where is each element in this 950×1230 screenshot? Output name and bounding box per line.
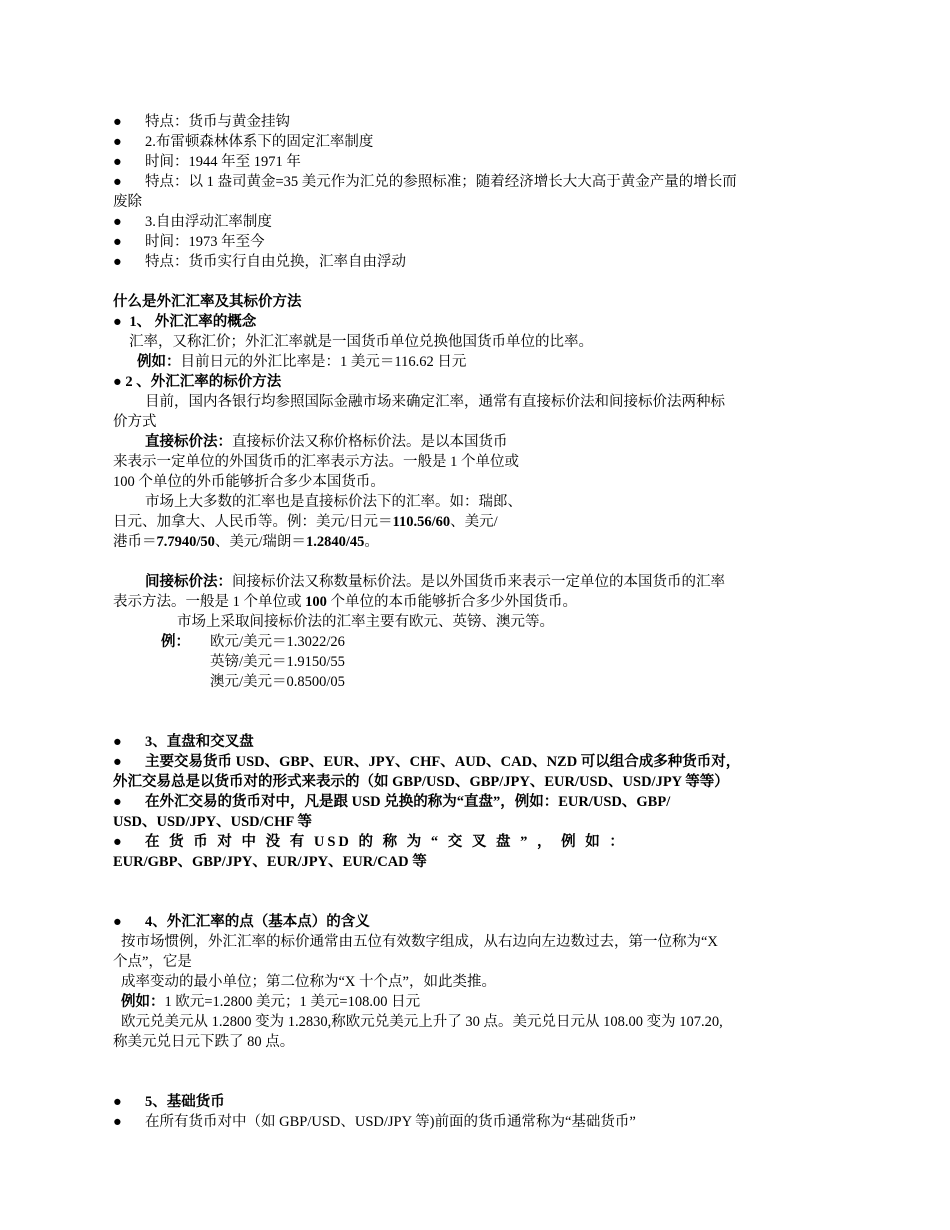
bullet-icon: ● — [113, 834, 122, 850]
list-item: ● 时间：1944 年至 1971 年 — [113, 154, 301, 170]
example-line: 例如：目前日元的外汇比率是：1 美元＝116.62 日元 — [137, 354, 467, 370]
section-heading: ● 3、直盘和交叉盘 — [113, 734, 254, 750]
paragraph: 目前，国内各银行均参照国际金融市场来确定汇率，通常有直接标价法和间接标价法两种标 — [145, 394, 725, 410]
paragraph: 港币＝7.7940/50、美元/瑞朗＝1.2840/45。 — [113, 534, 379, 550]
paragraph: 价方式 — [113, 414, 157, 430]
example-label: 例： — [161, 634, 190, 650]
paragraph: 成率变动的最小单位；第二位称为“X 十个点”，如此类推。 — [121, 974, 496, 990]
list-item-continuation: 废除 — [113, 194, 142, 210]
paragraph: 个点”，它是 — [113, 954, 192, 970]
bullet-icon: ● — [113, 314, 122, 330]
paragraph: 称美元兑日元下跌了 80 点。 — [113, 1034, 295, 1050]
list-item: ● 在 货 币 对 中 没 有 USD 的 称 为 “ 交 叉 盘 ” ， 例 如 ： — [113, 834, 627, 850]
bullet-icon: ● — [113, 154, 122, 170]
document-page — [113, 112, 813, 1132]
list-item: ● 特点：货币与黄金挂钩 — [113, 114, 290, 130]
direct-label: 直接标价法： — [145, 434, 232, 450]
paragraph: 市场上采取间接标价法的汇率主要有欧元、英镑、澳元等。 — [177, 614, 554, 630]
bullet-icon: ● — [113, 134, 122, 150]
paragraph: 100 个单位的外币能够折合多少本国货币。 — [113, 474, 385, 490]
list-item-continuation: USD、USD/JPY、USD/CHF 等 — [113, 814, 312, 830]
bullet-icon: ● — [113, 794, 122, 810]
paragraph: 来表示一定单位的外国货币的汇率表示方法。一般是 1 个单位或 — [113, 454, 519, 470]
example-line: 例如：1 欧元=1.2800 美元；1 美元=108.00 日元 — [121, 994, 421, 1010]
bullet-icon: ● — [113, 754, 122, 770]
list-item: ● 特点：货币实行自由兑换，汇率自由浮动 — [113, 254, 406, 270]
bullet-icon: ● — [113, 374, 122, 390]
bullet-icon: ● — [113, 254, 122, 270]
list-item: ● 时间：1973 年至今 — [113, 234, 265, 250]
list-item: ● 主要交易货币 USD、GBP、EUR、JPY、CHF、AUD、CAD、NZD 可以组合成多种货币对， — [113, 754, 741, 770]
section-heading: ● 4、外汇汇率的点（基本点）的含义 — [113, 914, 370, 930]
bullet-icon: ● — [113, 234, 122, 250]
bullet-icon: ● — [113, 114, 122, 130]
list-item-continuation: EUR/GBP、GBP/JPY、EUR/JPY、EUR/CAD 等 — [113, 854, 427, 870]
example-row: 英镑/美元＝1.9150/55 — [210, 654, 345, 670]
bullet-icon: ● — [113, 914, 122, 930]
list-item: ● 特点：以 1 盎司黄金=35 美元作为汇兑的参照标准；随着经济增长大大高于黄金产量的增长而 — [113, 174, 737, 190]
list-item: ● 2.布雷顿森林体系下的固定汇率制度 — [113, 134, 374, 150]
list-item: ● 在外汇交易的货币对中，凡是跟 USD 兑换的称为“直盘”，例如：EUR/USD、GBP/ — [113, 794, 671, 810]
paragraph: 市场上大多数的汇率也是直接标价法下的汇率。如：瑞郎、 — [145, 494, 522, 510]
indirect-quote-line: 间接标价法：间接标价法又称数量标价法。是以外国货币来表示一定单位的本国货币的汇率 — [145, 574, 725, 590]
subheading: ● 2 、外汇汇率的标价方法 — [113, 374, 282, 390]
example-row: 澳元/美元＝0.8500/05 — [210, 674, 345, 690]
direct-quote-line: 直接标价法：直接标价法又称价格标价法。是以本国货币 — [145, 434, 508, 450]
paragraph: 欧元兑美元从 1.2800 变为 1.2830,称欧元兑美元上升了 30 点。美元兑日元从 108.00 变为 107.20, — [121, 1014, 723, 1030]
list-item-continuation: 外汇交易总是以货币对的形式来表示的（如 GBP/USD、GBP/JPY、EUR/USD、USD/JPY 等等） — [113, 774, 729, 790]
example-label: 例如： — [121, 994, 165, 1010]
example-row: 例： 欧元/美元＝1.3022/26 — [161, 634, 345, 650]
section-heading: ● 5、基础货币 — [113, 1094, 225, 1110]
bullet-icon: ● — [113, 734, 122, 750]
bullet-icon: ● — [113, 1114, 122, 1130]
example-label: 例如： — [137, 354, 181, 370]
subheading: ● 1、 外汇汇率的概念 — [113, 314, 257, 330]
paragraph: 表示方法。一般是 1 个单位或 100 个单位的本币能够折合多少外国货币。 — [113, 594, 577, 610]
paragraph: 按市场惯例，外汇汇率的标价通常由五位有效数字组成，从右边向左边数过去，第一位称为“X — [121, 934, 718, 950]
paragraph: 日元、加拿大、人民币等。例：美元/日元＝110.56/60、美元/ — [113, 514, 498, 530]
list-item: ● 3.自由浮动汇率制度 — [113, 214, 272, 230]
section-heading: 什么是外汇汇率及其标价方法 — [113, 294, 302, 310]
bullet-icon: ● — [113, 214, 122, 230]
list-item: ● 在所有货币对中（如 GBP/USD、USD/JPY 等)前面的货币通常称为“基础货币” — [113, 1114, 636, 1130]
bullet-icon: ● — [113, 1094, 122, 1110]
bullet-icon: ● — [113, 174, 122, 190]
indirect-label: 间接标价法： — [145, 574, 232, 590]
paragraph: 汇率，又称汇价；外汇汇率就是一国货币单位兑换他国货币单位的比率。 — [129, 334, 593, 350]
